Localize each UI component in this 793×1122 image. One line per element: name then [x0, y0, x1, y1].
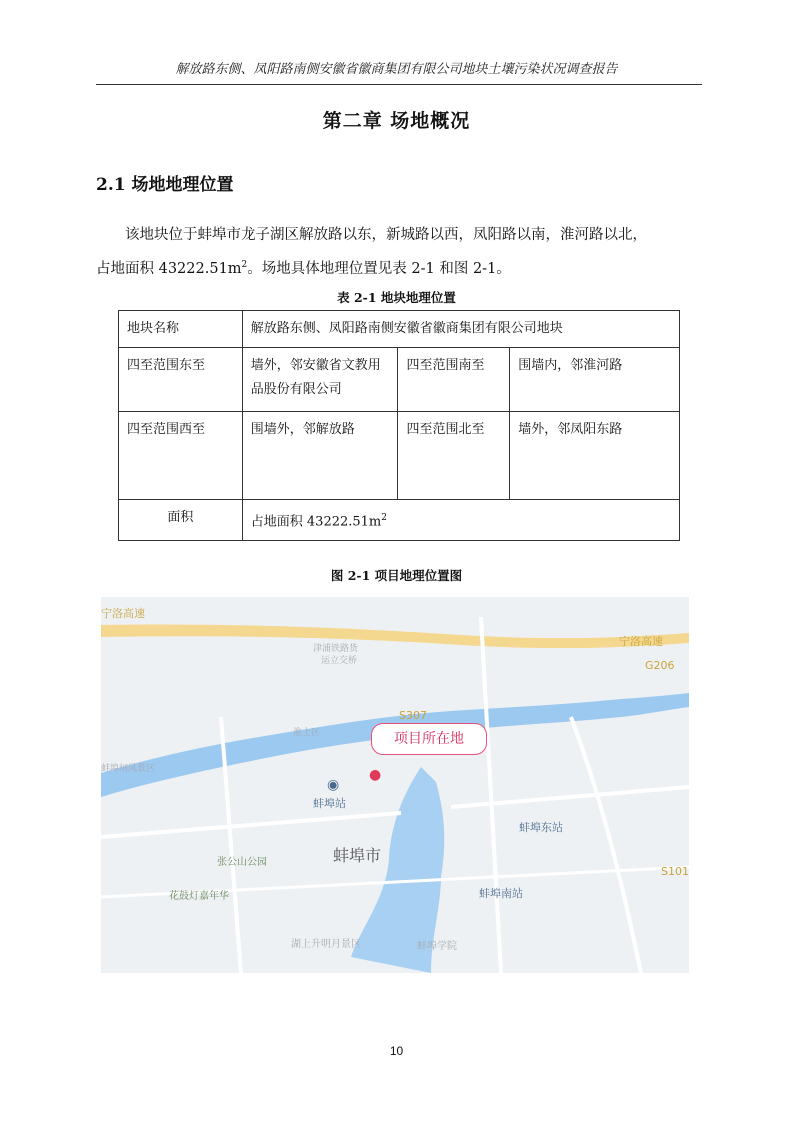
table-cell-north-value: 墙外，邻凤阳东路	[510, 412, 680, 500]
location-table	[118, 310, 680, 541]
location-pin-icon: ●	[369, 767, 382, 783]
area-text: 占地面积 43222.51m	[96, 260, 242, 277]
table-cell-east-value: 墙外，邻安徽省文教用品股份有限公司	[242, 348, 398, 412]
table-cell-name-value: 解放路东侧、凤阳路南侧安徽省徽商集团有限公司地块	[242, 311, 679, 348]
map-graphic	[101, 597, 689, 973]
area-value-superscript: 2	[381, 513, 387, 523]
map-label-city: 蚌埠市	[333, 846, 382, 865]
table-cell-area-label: 面积	[119, 500, 243, 541]
body-paragraph-line2	[96, 252, 696, 282]
table-cell-name-label: 地块名称	[119, 311, 243, 348]
map-label-highway-left: 宁洛高速	[101, 607, 145, 620]
table-cell-area-value	[242, 500, 679, 541]
map-label-south-station: 蚌埠南站	[479, 887, 523, 900]
area-superscript: 2	[241, 260, 248, 270]
body-paragraph-line1: 该地块位于蚌埠市龙子湖区解放路以东，新城路以西，凤阳路以南，淮河路以北，	[125, 227, 647, 243]
map-label-lake-scenic: 湖上升明月景区	[291, 939, 361, 950]
page-number: 10	[389, 1044, 404, 1058]
map-label-rail-interchange-2: 运立交桥	[321, 656, 358, 666]
section-heading: 2.1 场地地理位置	[96, 175, 234, 195]
table-row	[119, 500, 680, 541]
header-divider	[96, 84, 702, 85]
map-label-park: 张公山公园	[217, 857, 267, 868]
location-map	[101, 597, 689, 973]
table-row	[119, 412, 680, 500]
chapter-title: 第二章 场地概况	[322, 110, 471, 132]
map-label-east-station: 蚌埠东站	[519, 821, 563, 834]
map-label-road-code-2: G206	[645, 659, 675, 672]
table-cell-east-label: 四至范围东至	[119, 348, 243, 412]
map-label-road-code-1: S307	[399, 709, 427, 722]
map-label-festival: 花鼓灯嘉年华	[169, 891, 229, 902]
map-label-scenic-area: 蚌埠闸风景区	[101, 764, 156, 774]
station-pin-icon: ◉	[327, 777, 340, 793]
figure-caption: 图 2-1 项目地理位置图	[330, 568, 463, 583]
area-value-text: 占地面积 43222.51m	[250, 514, 382, 530]
table-cell-south-label: 四至范围南至	[398, 348, 510, 412]
map-label-rail-interchange-1: 津浦铁路货	[313, 644, 359, 654]
table-caption: 表 2-1 地块地理位置	[337, 290, 456, 305]
table-cell-west-value: 围墙外，邻解放路	[242, 412, 398, 500]
table-row	[119, 311, 680, 348]
map-label-college: 蚌埠学院	[417, 941, 457, 952]
map-label-highway-right: 宁洛高速	[619, 635, 663, 648]
table-cell-south-value: 围墙内，邻淮河路	[510, 348, 680, 412]
map-label-district: 淮上区	[293, 728, 321, 738]
map-label-station: 蚌埠站	[313, 797, 346, 810]
reference-text: 。场地具体地理位置见表 2-1 和图 2-1。	[247, 260, 511, 277]
table-cell-north-label: 四至范围北至	[398, 412, 510, 500]
running-header: 解放路东侧、凤阳路南侧安徽省徽商集团有限公司地块土壤污染状况调查报告	[175, 62, 618, 77]
table-cell-west-label: 四至范围西至	[119, 412, 243, 500]
table-row	[119, 348, 680, 412]
map-label-road-code-3: S101	[661, 865, 689, 878]
project-location-callout: 项目所在地	[371, 723, 487, 755]
